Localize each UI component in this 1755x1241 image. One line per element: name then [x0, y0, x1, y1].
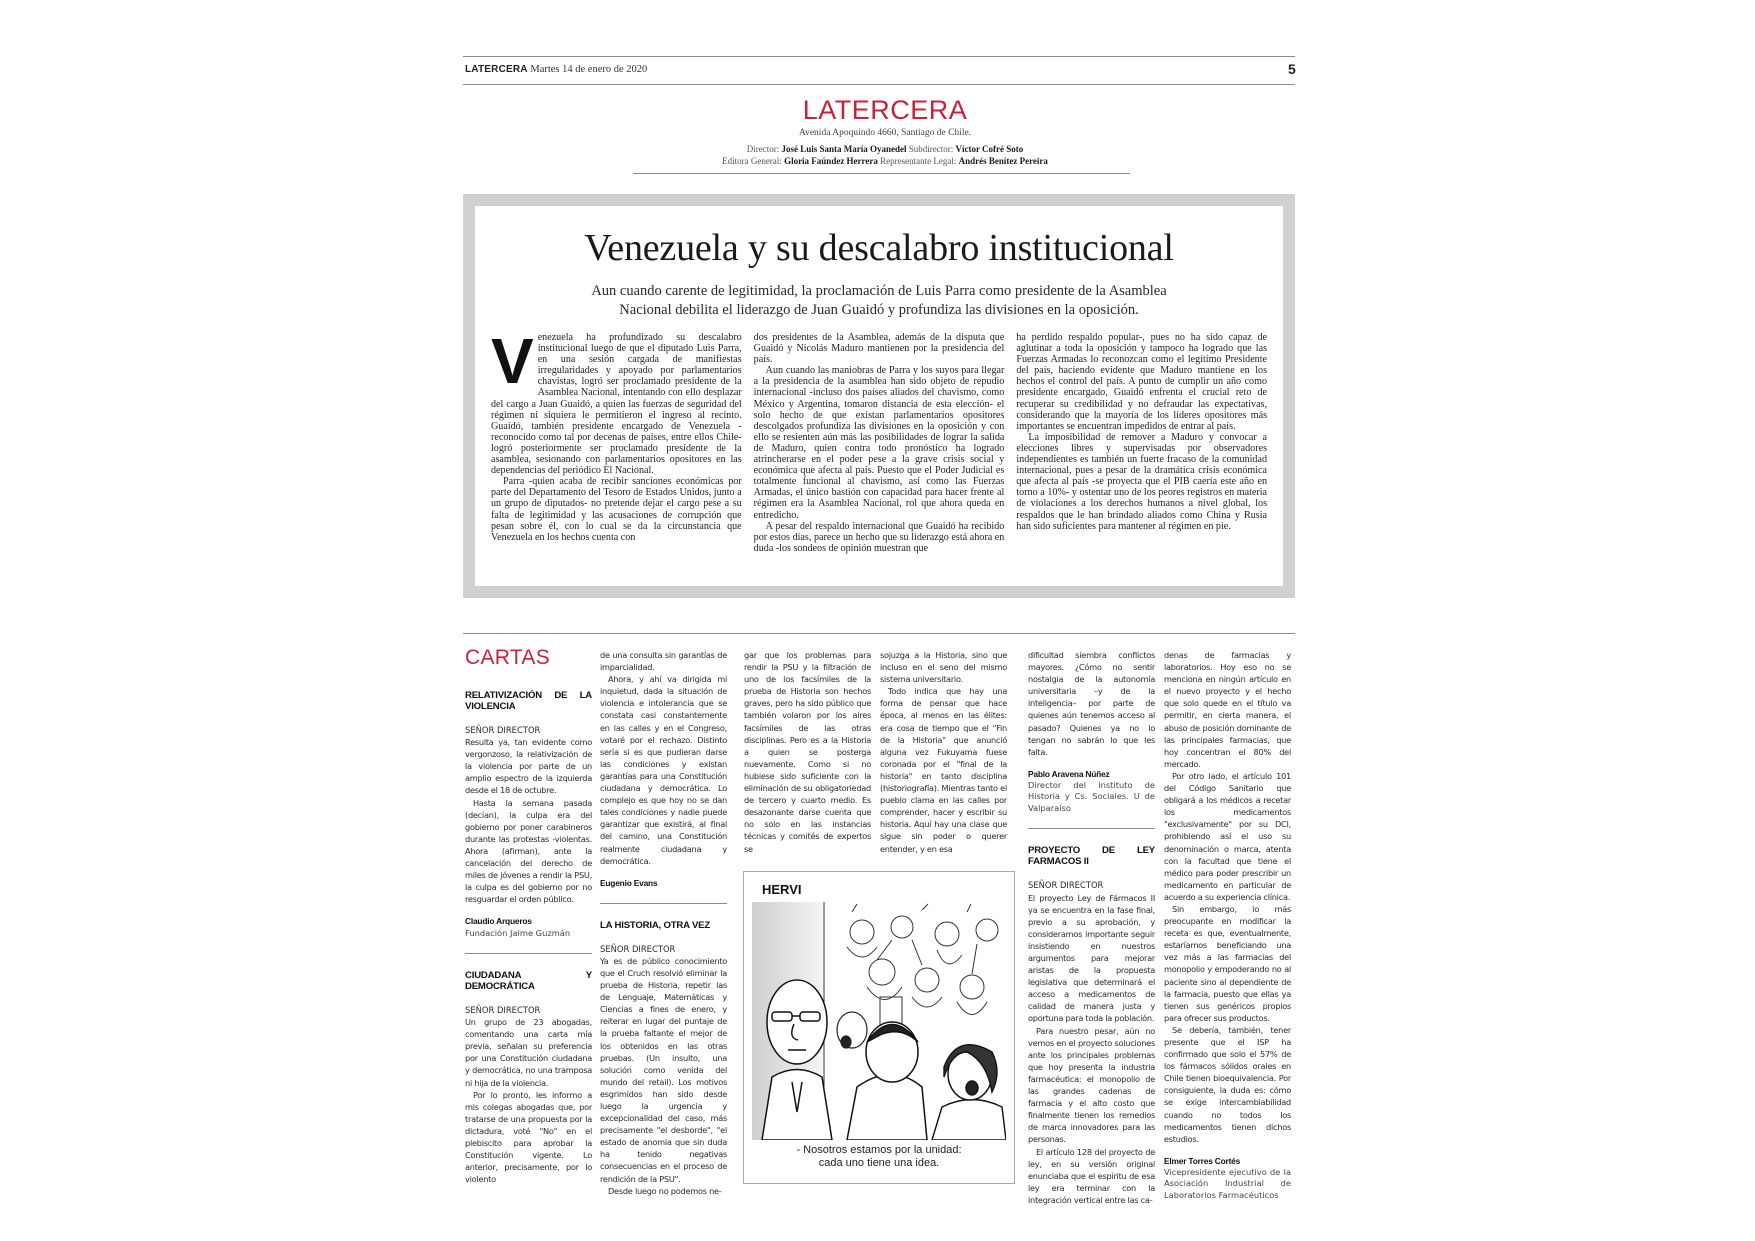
letter-paragraph: Para nuestro pesar, aún no vemos en el proyecto soluciones ante los principales problemas que hoy presenta la industria farmacéutica: el monopolio de las grandes cadenas de farmacia y el alto costo que finalmente tienen los remedios de marca innovadores para las personas.: [1028, 1025, 1155, 1145]
editora-name: Gloria Faúndez Herrera: [784, 156, 878, 166]
editorial-subtitle: Aun cuando carente de legitimidad, la proclamación de Luis Parra como presidente de la Asamblea Nacional debilita el liderazgo de Juan Guaidó y profundiza las divisiones en la oposición.: [591, 283, 1167, 318]
editorial-column-1: [491, 325, 742, 554]
page-folio: [465, 64, 647, 75]
editorial-column-2: [754, 332, 1005, 554]
drop-cap: V: [491, 325, 534, 397]
letter-signature: Elmer Torres Cortés: [1164, 1155, 1241, 1166]
letter-signature: Eugenio Evans: [600, 877, 658, 888]
folio-brand: LATERCERA: [465, 64, 528, 75]
cartas-top-rule: [463, 633, 1295, 634]
letter-headline: LA HISTORIA, OTRA VEZ: [600, 919, 711, 931]
letter-salutation: SEÑOR DIRECTOR: [465, 725, 541, 735]
caption-line-1: - Nosotros estamos por la unidad:: [796, 1144, 962, 1156]
letter-paragraph: Resulta ya, tan evidente como vergonzoso, la relativización de la violencia por parte de un amplio espectro de la izquierda desde el 18 de octubre.: [465, 737, 592, 796]
letter-paragraph: Se debería, también, tener presente que el ISP ha confirmado que solo el 57% de los fármacos sólidos orales en Chile tienen bioequivalencia. Por consiguiente, la duda es: cómo se exige intercambiabilidad cuando no todos los medicamentos tienen dichos estudios.: [1164, 1024, 1291, 1144]
representante-label: Representante Legal:: [880, 156, 957, 166]
editorial-paragraph: ha perdido respaldo popular-, pues no ha sido capaz de aglutinar a toda la oposición y tampoco ha logrado que las Fuerzas Armadas lo reconozcan como el legítimo Presidente del país, haciendo evidente que Maduro mantiene en los hechos el control del país. A punto de cumplir un año como presidente encargado, Guaidó enfrenta el crucial reto de recuperar su credibilidad y no defraudar las expectativas, considerando que la mayoría de los líderes opositores más importantes se encuentran impedidos de entrar al país.: [1016, 332, 1268, 432]
letter-paragraph: sojuzga a la Historia, sino que incluso en el seno del mismo sistema universitario.: [880, 650, 1007, 685]
letter-affiliation: Vicepresidente ejecutivo de la Asociación Industrial de Laboratorios Farmacéuticos: [1164, 1166, 1291, 1200]
letter-headline: CIUDADANA Y DEMOCRÁTICA: [465, 970, 592, 992]
letter-paragraph: El artículo 128 del proyecto de ley, en su versión original enunciaba que el espíritu de esa ley era terminar con la integración vertical entre las ca-: [1028, 1146, 1155, 1205]
cartas-column-1: [465, 690, 592, 1185]
letter-paragraph: de una consulta sin garantías de imparcialidad.: [600, 650, 727, 673]
letter-paragraph: Ya es de público conocimiento que el Cruch resolvió eliminar la prueba de Historia, repetir las de Lenguaje, Matemáticas y Ciencias a fines de enero, y reiterar en lugar del puntaje de la prueba faltante el mejor de los obtenidos en las otras pruebas. (Un insulto, una solución como venida del mundo del retail). Los motivos esgrimidos han sido desde luego la urgencia y excepcionalidad del caso, más precisamente "el desborde", "el estado de anomia que sin duda ha tenido negativas consecuencias en el proceso de rendición de la PSU".: [600, 955, 727, 1184]
cartoon-caption: [744, 1144, 1014, 1170]
editorial-column-3: [1016, 332, 1267, 554]
staff-line-2: [600, 155, 1170, 167]
letter-separator: [600, 903, 727, 904]
masthead-logo: LATERCERA: [802, 95, 968, 125]
yelling-man: [837, 1012, 867, 1048]
cartas-column-2: [600, 649, 727, 1197]
editorial-columns: [491, 325, 1268, 554]
letter-separator: [1028, 828, 1155, 829]
editorial-frame: [463, 194, 1295, 598]
editorial-paragraph: La imposibilidad de remover a Maduro y convocar a elecciones libres y supervisadas por observadores independientes es también un fuerte fracaso de la comunidad internacional, pues a pesar de la dramática crisis económica que afecta al país -se proyecta que el PIB caería este año en torno a 10%- y ostentar uno de los peores registros en materia de violaciones a los derechos humanos a nivel global, los respaldos que le han brindado aliados como China y Rusia han sido suficientes para mantener al régimen en pie.: [1016, 431, 1268, 532]
editorial-paragraph: enezuela ha profundizado su descalabro institucional luego de que el diputado Luis Parra, en una sesión cargada de manifiestas irregularidades y apoyado por parlamentarios chavistas, logró ser proclamado presidente de la Asamblea Nacional, intentando con ello desplazar del cargo a Juan Guaidó, a quien las fuerzas de seguridad del régimen ni siquiera le permitieron el ingreso al recinto. Guaidó, también presidente encargado de Venezuela -reconocido como tal por decenas de países, entre ellos Chile- logró posteriormente ser proclamado presidente de la asamblea, sesionando con parlamentarios opositores en las dependencias del periódico El Nacional.: [491, 332, 742, 477]
screaming-woman: [932, 1045, 1006, 1140]
representante-name: Andrés Benítez Pereira: [958, 156, 1048, 166]
folio-date: Martes 14 de enero de 2020: [530, 64, 648, 75]
cartas-column-4: [880, 649, 1007, 855]
letter-affiliation: Fundación Jaime Guzmán: [465, 927, 571, 938]
cartoon-author: HERVI: [762, 882, 802, 897]
editora-label: Editora General:: [722, 156, 782, 166]
letter-paragraph: denas de farmacias y laboratorios. Hoy eso no se menciona en ningún artículo en el nuevo proyecto y el hecho que solo quede en el título va permitir, en cierta manera, el abuso de posición dominante de las principales farmacias, que hoy concentran el 80% del mercado.: [1164, 650, 1291, 769]
letter-affiliation: Director del Instituto de Historia y Cs. Sociales. U de Valparaíso: [1028, 779, 1155, 813]
cartas-section-title: CARTAS: [465, 646, 551, 669]
header-rule: [463, 84, 1295, 85]
cartas-column-3: [744, 649, 871, 855]
letter-signature: Pablo Aravena Núñez: [1028, 768, 1110, 779]
letter-paragraph: Desde luego no podemos ne-: [608, 1185, 722, 1196]
cartas-column-6: [1164, 649, 1291, 1201]
page-number: 5: [1288, 61, 1296, 77]
subdirector-name: Víctor Cofré Soto: [955, 144, 1024, 154]
editorial-body: [475, 206, 1283, 586]
editorial-paragraph: A pesar del respaldo internacional que Guaidó ha recibido por estos días, parece un hecho que su liderazgo está ahora en duda -los sondeos de opinión muestran que: [753, 520, 1005, 554]
caption-line-2: cada uno tiene una idea.: [818, 1157, 940, 1169]
letter-salutation: SEÑOR DIRECTOR: [1028, 880, 1104, 891]
cartoon-illustration: [752, 902, 1006, 1140]
letter-salutation: SEÑOR DIRECTOR: [600, 943, 676, 954]
director-label: Director:: [746, 144, 780, 154]
letter-paragraph: Hasta la semana pasada (decían), la culpa era del gobierno por poner carabineros durante las protestas -violentas. Ahora (afirman), ante la cancelación del derecho de miles de jóvenes a rendir la PSU, la culpa es del gobierno por no resguardar el orden público.: [465, 797, 592, 905]
letter-paragraph: Sin embargo, lo más preocupante en modificar la receta es que, eventualmente, estaríamos beneficiando una vez más a las farmacias del monopolio y empoderando no al paciente sino al dependiente de la farmacia, puesto que ellas ya tienen sus genéricos propios para ofrecer sus productos.: [1164, 903, 1291, 1023]
crowd-sketch: [847, 904, 998, 1032]
letter-separator: [465, 953, 592, 954]
letter-paragraph: Por lo pronto, les informo a mis colegas abogadas que, por tratarse de una propuesta por la dictadura, voté "No" en el plebiscito para aprobar la Constitución vigente. Lo anterior, precisamente, por lo violento: [465, 1089, 592, 1185]
letter-headline: PROYECTO DE LEY FARMACOS II: [1028, 845, 1155, 868]
letter-paragraph: Ahora, y ahí va dirigida mi inquietud, dada la situación de violencia e intolerancia que se constata casi constantemente en las calles y en el Congreso, votaré por el rechazo. Distinto sería si es que pudieran darse las condiciones y existan garantías para una Constitución ciudadana y democrática. Lo complejo es que hoy no se dan tales condiciones y nadie puede garantizar que existirá, al final del camino, una Constitución realmente ciudadana y democrática.: [600, 674, 727, 866]
letter-paragraph: Todo indica que hay una forma de pensar que hace época, al menos en las élites: era cosa de tiempo que el "Fin de la Historia" que anunció alguna vez Fukuyama fuese coronada por el "final de la historia" en tanto disciplina (historiografía). Mientras tanto el pueblo clama en las calles por comprender, hacer y escribir su historia. Aquí hay una clase que sigue sin poder o querer entender, y en esa: [880, 686, 1007, 854]
letter-paragraph: Un grupo de 23 abogadas, comentando una carta mía previa, señalan su preferencia por una Constitución ciudadana y democrática, no una tramposa ni hija de la violencia.: [465, 1017, 592, 1088]
letter-signature: Claudio Arqueros: [465, 916, 532, 927]
editorial-paragraph: Aun cuando las maniobras de Parra y los suyos para llegar a la presidencia de la asamblea han sido objeto de repudio internacional -incluso dos países aliados del chavismo, como México y Argentina, tomaron distancia de esta elección- el solo hecho de que existan parlamentarios opositores descolgados profundiza las divisiones en la oposición y con ello se resienten aún más las posibilidades de lograr la salida de Maduro, quien contra todo pronóstico ha logrado atrincherarse en el poder pese a la grave crisis social y económica que afecta al país. Puesto que el Poder Judicial es totalmente funcional al chavismo, así como las Fuerzas Armadas, el único bastión con capacidad para hacer frente al régimen era la Asamblea Nacional, rol que ahora queda en entredicho.: [753, 365, 1005, 521]
letter-salutation: SEÑOR DIRECTOR: [465, 1005, 541, 1015]
cartas-column-5: [1028, 649, 1155, 1206]
letter-paragraph: El proyecto Ley de Fármacos II ya se encuentra en la fase final, previo a su aprobación, y consideramos importante seguir insistiendo en nuestros argumentos para mejorar aristas de la propuesta legislativa que determinará el acceso a medicamentos de calidad de manera justa y oportuna para toda la población.: [1028, 892, 1155, 1024]
editorial-paragraph: dos presidentes de la Asamblea, además de la disputa que Guaidó y Nicolás Maduro mantienen por la presidencia del país.: [753, 332, 1005, 366]
letter-paragraph: gar que los problemas para rendir la PSU y la filtración de uno de los facsímiles de la prueba de Historia son hechos graves, pero ha sido público que también volaron por los aires facsímiles de las otras disciplinas. Pero es a la Historia a quien se posterga nuevamente. Como si no hubiese sido suficiente con la eliminación de su obligatoriedad de tercero y cuarto medio. Es desazonante darse cuenta que no solo en las instancias técnicas y comités de expertos se: [744, 650, 871, 854]
masthead-rule: [633, 173, 1130, 174]
director-name: José Luis Santa María Oyanedel: [781, 144, 907, 154]
subdirector-label: Subdirector:: [908, 144, 954, 154]
masthead-address: Avenida Apoquindo 4660, Santiago de Chile.: [798, 128, 972, 138]
letter-headline: RELATIVIZACIÓN DE LA VIOLENCIA: [465, 690, 592, 712]
letter-paragraph: dificultad siembra conflictos mayores. ¿Cómo no sentir nostalgia de la autonomía universitaria –y de la inteligencia– por parte de quienes aún tenemos acceso al pasado? Quienes ya no lo tengan no sabrán lo que les falta.: [1028, 650, 1155, 757]
masthead-staff: [600, 143, 1170, 167]
cartoon-box: [743, 871, 1015, 1184]
editorial-paragraph: Parra -quien acaba de recibir sanciones económicas por parte del Departamento del Tesoro de Estados Unidos, junto a un grupo de diputados- no pretende dejar el cargo pese a su falta de legitimidad y las acusaciones de corrupción que pesan sobre él, con lo cual se da la circunstancia que Venezuela en los hechos cuenta con: [491, 476, 742, 543]
editorial-title: Venezuela y su descalabro institucional: [584, 227, 1174, 269]
staff-line-1: [600, 143, 1170, 155]
top-rule: [463, 56, 1295, 57]
letter-paragraph: Por otro lado, el artículo 101 del Código Sanitario que obligará a los médicos a recetar los medicamentos "exclusivamente" por su DCI, prohibiendo así el uso su denominación o marca, atenta con la facultad que tiene el médico para poder prescribir un medicamento en particular de acuerdo a su experiencia clínica.: [1164, 770, 1291, 902]
